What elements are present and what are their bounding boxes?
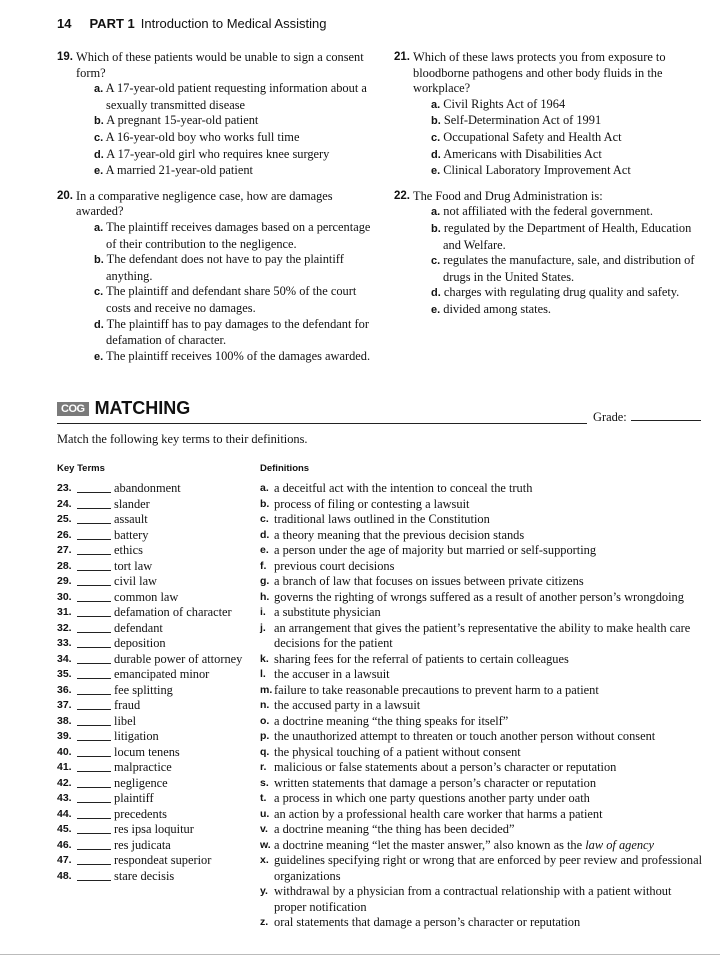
option-text: A pregnant 15-year-old patient: [106, 113, 259, 128]
option-text: Self-Determination Act of 1991: [443, 113, 602, 128]
definition-text: a doctrine meaning “the thing has been decided”: [274, 822, 515, 836]
definition-row: [260, 853, 705, 884]
option-letter: a.: [431, 98, 441, 111]
definitions-list: [260, 481, 705, 931]
option-text: Clinical Laboratory Improvement Act: [443, 163, 631, 178]
definition-row: [260, 884, 705, 915]
definition-text: an action by a professional health care worker that harms a patient: [274, 806, 603, 821]
matching-title: MATCHING: [94, 398, 191, 418]
answer-blank[interactable]: [77, 678, 111, 679]
definition-letter: r.: [260, 761, 267, 773]
option-text: A 17-year-old girl who requires knee surgery: [106, 146, 330, 161]
key-term-row: [57, 605, 257, 621]
definition-letter: q.: [260, 745, 270, 758]
definition-row: [260, 745, 705, 761]
grade-label: Grade:: [593, 410, 627, 424]
answer-blank[interactable]: [77, 756, 111, 757]
definition-letter: s.: [260, 776, 269, 789]
key-term-row: [57, 791, 257, 807]
term-number: 23.: [57, 482, 72, 494]
definition-row: [260, 776, 705, 792]
question-text: The Food and Drug Administration is:: [413, 188, 603, 203]
term-number: 24.: [57, 497, 72, 510]
option-text: Americans with Disabilities Act: [443, 146, 602, 161]
definition-row: [260, 574, 705, 590]
key-term-row: [57, 760, 257, 776]
term-text: durable power of attorney: [114, 651, 243, 666]
answer-option: [76, 284, 375, 316]
definition-text: failure to take reasonable precautions to prevent harm to a patient: [274, 682, 599, 697]
term-number: 36.: [57, 683, 72, 696]
definition-text: a substitute physician: [274, 605, 381, 619]
key-term-row: [57, 776, 257, 792]
term-number: 27.: [57, 544, 72, 556]
definition-letter: a.: [260, 482, 269, 494]
answer-blank[interactable]: [77, 771, 111, 772]
definition-row: [260, 605, 705, 621]
answer-blank[interactable]: [77, 632, 111, 633]
term-text: abandonment: [114, 481, 181, 495]
definition-row: [260, 559, 705, 575]
definition-row: [260, 822, 705, 838]
definition-row: [260, 915, 705, 931]
answer-option: [76, 81, 375, 113]
term-number: 30.: [57, 590, 72, 603]
term-text: deposition: [114, 636, 166, 650]
term-text: litigation: [114, 729, 159, 743]
key-term-row: [57, 698, 257, 714]
definition-row: [260, 621, 705, 652]
section-title: Introduction to Medical Assisting: [140, 16, 327, 31]
option-letter: c.: [94, 286, 104, 299]
answer-blank[interactable]: [77, 849, 111, 850]
answer-blank[interactable]: [77, 880, 111, 881]
term-number: 46.: [57, 838, 72, 851]
key-term-row: [57, 574, 257, 590]
option-text: regulates the manufacture, sale, and distribution of drugs in the United States.: [443, 253, 695, 284]
term-text: stare decisis: [114, 868, 175, 883]
option-letter: c.: [94, 131, 104, 144]
definition-text: the accuser in a lawsuit: [274, 667, 390, 681]
key-term-row: [57, 853, 257, 869]
option-text: charges with regulating drug quality and safety.: [443, 285, 680, 300]
key-term-row: [57, 729, 257, 745]
question: [57, 50, 375, 180]
answer-blank[interactable]: [77, 539, 111, 540]
definition-letter: z.: [260, 916, 269, 928]
definition-text: a process in which one party questions another party under oath: [274, 791, 590, 805]
definition-letter: f.: [260, 559, 267, 572]
option-text: divided among states.: [443, 301, 552, 316]
option-letter: b.: [431, 222, 441, 235]
definition-letter: u.: [260, 807, 270, 820]
answer-blank[interactable]: [77, 864, 111, 865]
definition-row: [260, 838, 705, 854]
definition-row: [260, 481, 705, 497]
answer-blank[interactable]: [77, 833, 111, 834]
term-number: 48.: [57, 869, 72, 882]
option-text: Occupational Safety and Health Act: [443, 129, 622, 144]
term-number: 37.: [57, 699, 72, 711]
term-number: 44.: [57, 807, 72, 820]
term-number: 26.: [57, 528, 72, 541]
answer-option: [76, 349, 375, 366]
definition-text: guidelines specifying right or wrong that are enforced by peer review and professional organizations: [274, 853, 703, 883]
option-letter: e.: [94, 165, 104, 178]
option-text: A 16-year-old boy who works full time: [105, 129, 300, 144]
term-text: plaintiff: [114, 791, 154, 805]
grade-field: [593, 410, 701, 425]
definition-letter: v.: [260, 823, 268, 835]
matching-instructions: Match the following key terms to their definitions.: [57, 432, 308, 446]
definition-row: [260, 667, 705, 683]
term-text: locum tenens: [114, 744, 180, 759]
key-term-row: [57, 559, 257, 575]
page-header: [57, 16, 326, 31]
question-text: In a comparative negligence case, how are damages awarded?: [76, 188, 333, 219]
key-term-row: [57, 745, 257, 761]
definition-letter: i.: [260, 606, 266, 618]
answer-option: [413, 221, 706, 253]
question: [394, 50, 706, 180]
definition-text: written statements that damage a person’s character or reputation: [274, 775, 597, 790]
question-text: Which of these laws protects you from exposure to bloodborne pathogens and other body fluids in the workplace?: [413, 50, 666, 96]
grade-blank[interactable]: [631, 420, 701, 421]
definition-letter: m.: [260, 683, 273, 696]
answer-blank[interactable]: [77, 740, 111, 741]
option-text: The plaintiff and defendant share 50% of the court costs and receive no damages.: [106, 284, 357, 315]
answer-option: [413, 204, 706, 221]
key-term-row: [57, 667, 257, 683]
term-number: 34.: [57, 652, 72, 665]
term-text: tort law: [114, 558, 153, 573]
definition-letter: j.: [260, 621, 266, 634]
term-text: emancipated minor: [114, 667, 210, 681]
answer-blank[interactable]: [77, 709, 111, 710]
right-question-column: [394, 50, 706, 328]
definition-text: a branch of law that focuses on issues between private citizens: [274, 574, 584, 588]
answer-option: [413, 163, 706, 180]
definition-row: [260, 528, 705, 544]
term-number: 38.: [57, 714, 72, 727]
question-text: Which of these patients would be unable to sign a consent form?: [76, 50, 364, 80]
key-terms-list: [57, 481, 257, 884]
answer-option: [413, 97, 706, 114]
page-number: 14: [57, 16, 72, 31]
answer-blank[interactable]: [77, 725, 111, 726]
answer-option: [413, 253, 706, 285]
key-term-row: [57, 683, 257, 699]
key-term-row: [57, 822, 257, 838]
definition-letter: y.: [260, 885, 268, 897]
definition-text: a theory meaning that the previous decision stands: [274, 527, 525, 542]
key-term-row: [57, 807, 257, 823]
definition-text: oral statements that damage a person’s character or reputation: [274, 915, 581, 929]
term-text: battery: [114, 527, 149, 542]
key-term-row: [57, 497, 257, 513]
definition-italic-term: law of agency: [585, 837, 655, 852]
option-text: A 17-year-old patient requesting information about a sexually transmitted disease: [105, 81, 367, 112]
term-number: 42.: [57, 776, 72, 789]
definition-text: the accused party in a lawsuit: [274, 698, 421, 712]
definition-row: [260, 714, 705, 730]
term-text: res ipsa loquitur: [114, 822, 194, 836]
option-letter: d.: [431, 148, 441, 161]
definition-letter: o.: [260, 714, 270, 727]
option-text: The plaintiff receives damages based on a percentage of their contribution to the negligence.: [106, 219, 371, 251]
key-term-row: [57, 652, 257, 668]
answer-blank[interactable]: [77, 570, 111, 571]
definition-letter: n.: [260, 699, 270, 711]
term-text: ethics: [114, 543, 143, 557]
option-text: regulated by the Department of Health, Education and Welfare.: [443, 220, 692, 252]
term-text: res judicata: [114, 837, 171, 852]
definition-row: [260, 729, 705, 745]
definition-letter: x.: [260, 854, 269, 866]
term-number: 35.: [57, 668, 72, 680]
term-text: libel: [114, 713, 137, 728]
term-number: 32.: [57, 621, 72, 634]
answer-option: [76, 252, 375, 284]
answer-option: [76, 220, 375, 252]
key-term-row: [57, 590, 257, 606]
option-letter: d.: [94, 148, 104, 161]
question-number: 22.: [394, 189, 410, 202]
definition-row: [260, 807, 705, 823]
option-text: not affiliated with the federal government.: [443, 204, 653, 219]
option-letter: a.: [94, 221, 104, 234]
option-letter: b.: [94, 254, 104, 267]
definition-letter: g.: [260, 575, 270, 587]
key-term-row: [57, 512, 257, 528]
heading-rule: [57, 423, 587, 424]
key-term-row: [57, 543, 257, 559]
definition-letter: t.: [260, 792, 267, 804]
term-text: respondeat superior: [114, 853, 212, 867]
option-letter: e.: [431, 165, 441, 178]
definition-row: [260, 590, 705, 606]
answer-option: [413, 130, 706, 147]
key-term-row: [57, 636, 257, 652]
definition-row: [260, 543, 705, 559]
answer-blank[interactable]: [77, 616, 111, 617]
term-number: 45.: [57, 823, 72, 835]
term-number: 40.: [57, 745, 72, 758]
option-letter: b.: [94, 115, 104, 128]
term-text: negligence: [114, 775, 168, 790]
key-term-row: [57, 838, 257, 854]
term-text: assault: [114, 512, 148, 526]
term-text: common law: [114, 589, 179, 604]
definition-letter: d.: [260, 528, 270, 541]
term-number: 39.: [57, 730, 72, 742]
definition-text: previous court decisions: [274, 558, 395, 573]
part-label: PART 1: [89, 16, 135, 31]
key-term-row: [57, 869, 257, 885]
answer-blank[interactable]: [77, 647, 111, 648]
definition-row: [260, 512, 705, 528]
question-number: 20.: [57, 189, 73, 202]
term-number: 43.: [57, 792, 72, 804]
definition-row: [260, 497, 705, 513]
term-text: slander: [114, 496, 150, 511]
definition-row: [260, 760, 705, 776]
term-number: 25.: [57, 513, 72, 525]
option-text: A married 21-year-old patient: [105, 163, 253, 178]
page-bottom-rule: [0, 954, 720, 955]
definition-text: the unauthorized attempt to threaten or touch another person without consent: [274, 729, 656, 743]
option-letter: a.: [94, 83, 104, 96]
matching-heading: [57, 398, 190, 419]
option-letter: c.: [431, 131, 441, 144]
answer-blank[interactable]: [77, 585, 111, 586]
option-text: Civil Rights Act of 1964: [443, 96, 566, 111]
answer-blank[interactable]: [77, 508, 111, 509]
option-letter: a.: [431, 206, 441, 219]
option-text: The defendant does not have to pay the plaintiff anything.: [106, 252, 344, 283]
definition-text: sharing fees for the referral of patients to certain colleagues: [274, 651, 569, 666]
key-term-row: [57, 528, 257, 544]
definition-row: [260, 698, 705, 714]
option-letter: c.: [431, 255, 441, 268]
answer-blank[interactable]: [77, 554, 111, 555]
definition-text: governs the righting of wrongs suffered as a result of another person’s wrongdoing: [274, 589, 684, 604]
term-number: 29.: [57, 575, 72, 587]
answer-option: [413, 285, 706, 302]
answer-blank[interactable]: [77, 818, 111, 819]
definition-text: a deceitful act with the intention to conceal the truth: [274, 481, 533, 495]
option-letter: e.: [431, 303, 441, 316]
term-number: 33.: [57, 637, 72, 649]
definition-text: malicious or false statements about a person’s character or reputation: [274, 760, 617, 774]
term-text: fraud: [114, 698, 141, 712]
answer-blank[interactable]: [77, 787, 111, 788]
definition-text: process of filing or contesting a lawsuit: [274, 496, 470, 511]
definition-text: traditional laws outlined in the Constitution: [274, 512, 490, 526]
definition-text: a person under the age of majority but married or self-supporting: [274, 543, 597, 557]
option-letter: d.: [94, 318, 104, 331]
definition-letter: b.: [260, 497, 270, 510]
definition-row: [260, 683, 705, 699]
definition-text: withdrawal by a physician from a contractual relationship with a patient without proper notification: [274, 884, 672, 914]
option-letter: d.: [431, 287, 441, 300]
definition-letter: w.: [260, 838, 271, 851]
key-term-row: [57, 714, 257, 730]
answer-blank[interactable]: [77, 601, 111, 602]
term-number: 28.: [57, 559, 72, 572]
definition-letter: h.: [260, 590, 270, 603]
answer-option: [76, 113, 375, 130]
key-term-row: [57, 481, 257, 497]
definition-row: [260, 652, 705, 668]
answer-option: [76, 163, 375, 180]
term-text: defendant: [114, 620, 163, 635]
definition-text: the physical touching of a patient without consent: [274, 744, 521, 759]
term-number: 47.: [57, 854, 72, 866]
option-letter: b.: [431, 115, 441, 128]
option-text: The plaintiff receives 100% of the damages awarded.: [106, 348, 371, 363]
term-text: malpractice: [114, 760, 172, 774]
definition-text: a doctrine meaning “let the master answer,” also known as the: [274, 837, 586, 852]
term-text: defamation of character: [114, 605, 232, 619]
answer-option: [413, 147, 706, 164]
definitions-header: Definitions: [260, 463, 310, 474]
question: [57, 189, 375, 366]
term-text: fee splitting: [114, 682, 173, 697]
answer-option: [76, 147, 375, 164]
definition-letter: e.: [260, 544, 269, 556]
definition-letter: p.: [260, 730, 270, 742]
question: [394, 189, 706, 319]
answer-option: [413, 302, 706, 319]
term-text: precedents: [114, 806, 167, 821]
definition-row: [260, 791, 705, 807]
key-term-row: [57, 621, 257, 637]
definition-text: an arrangement that gives the patient’s representative the ability to make health care decisions for the patient: [274, 620, 691, 650]
option-letter: e.: [94, 350, 104, 363]
question-number: 21.: [394, 51, 410, 63]
term-text: civil law: [114, 574, 158, 588]
key-terms-header: Key Terms: [57, 463, 105, 474]
definition-text: a doctrine meaning “the thing speaks for itself”: [274, 713, 509, 728]
answer-blank[interactable]: [77, 802, 111, 803]
answer-blank[interactable]: [77, 492, 111, 493]
definition-letter: c.: [260, 513, 269, 525]
answer-blank[interactable]: [77, 663, 111, 664]
cog-logo: COG: [57, 402, 89, 416]
term-number: 41.: [57, 761, 72, 773]
definition-letter: l.: [260, 668, 266, 680]
answer-option: [76, 130, 375, 147]
option-text: The plaintiff has to pay damages to the defendant for defamation of character.: [106, 316, 369, 348]
answer-option: [413, 113, 706, 130]
question-number: 19.: [57, 51, 73, 63]
answer-option: [76, 317, 375, 349]
answer-blank[interactable]: [77, 694, 111, 695]
term-number: 31.: [57, 606, 72, 618]
definition-letter: k.: [260, 652, 269, 665]
left-question-column: [57, 50, 375, 374]
answer-blank[interactable]: [77, 523, 111, 524]
